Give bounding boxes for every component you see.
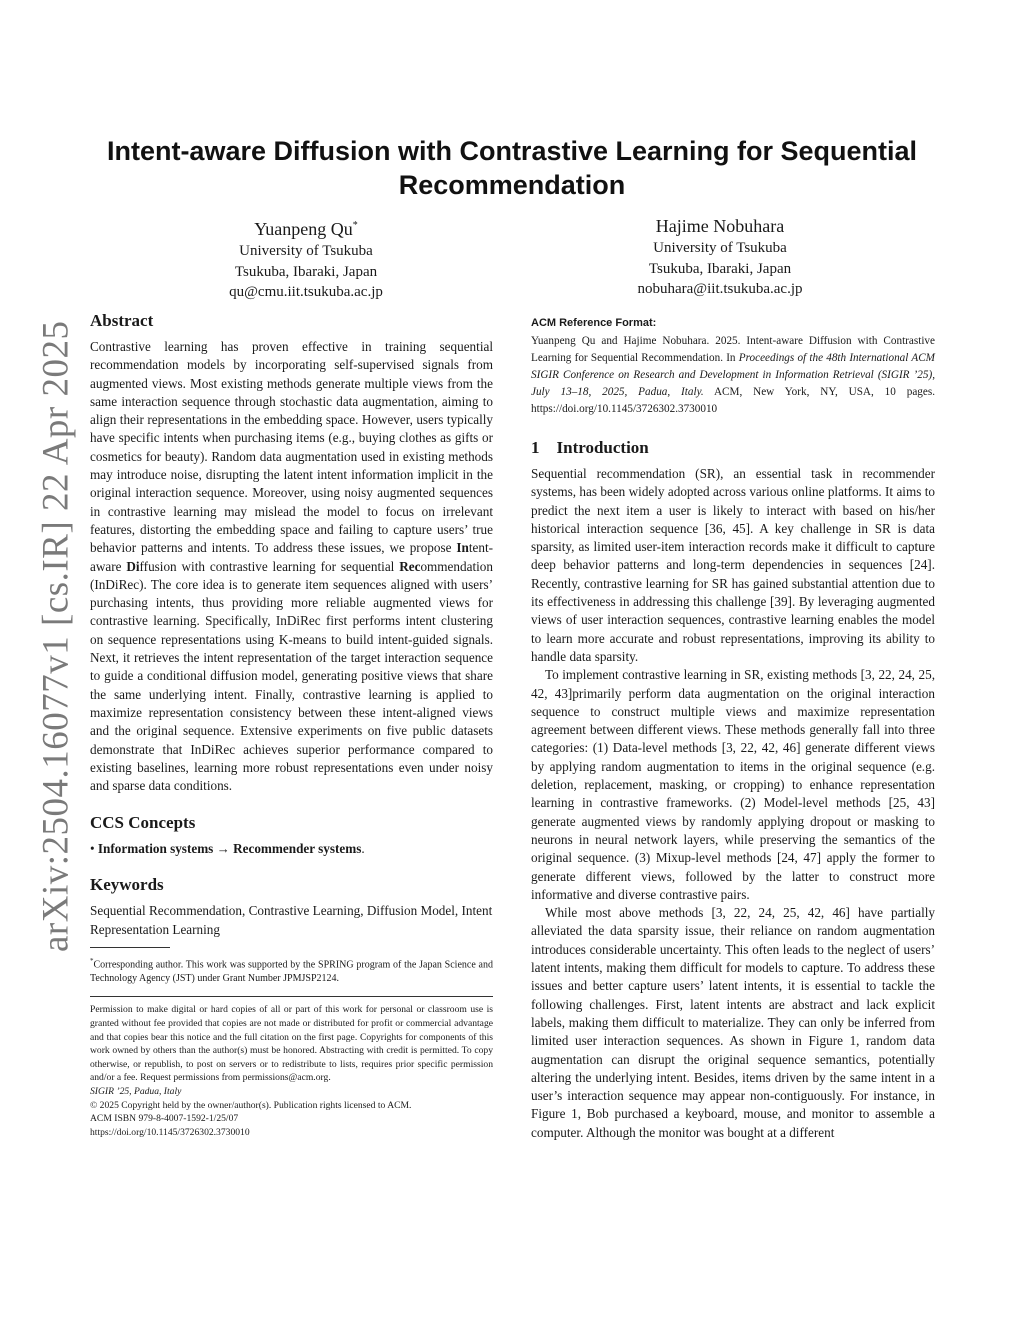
author-affiliation: University of Tsukuba	[239, 243, 373, 259]
acm-ref-heading: ACM Reference Format:	[531, 317, 657, 329]
arxiv-identifier: arXiv:2504.16077v1 [cs.IR] 22 Apr 2025	[35, 320, 77, 952]
ccs-concepts	[90, 840, 493, 858]
author-block	[141, 214, 471, 303]
intro-heading: 1 Introduction	[531, 438, 649, 457]
ccs-bullet: •	[90, 841, 95, 857]
paper-title: Intent-aware Diffusion with Contrastive Learning for Sequential Recommendation	[106, 136, 918, 200]
author-email: qu@cmu.iit.tsukuba.ac.jp	[229, 284, 383, 300]
intro-paragraph-1: Sequential recommendation (SR), an essential task in recommender systems, has been widely adopted across various online platforms. It aims to predict the next item a user is likely to interact with based on his/her historical interaction sequence [36, 45]. A key challenge in SR is data sparsity, as limited user-item interaction records make it difficult to capture deep behavior patterns and long-term dependencies in sequences [24]. Recently, contrastive learning for SR has gained substantial attention due to its effectiveness in addressing this challenge [39]. By leveraging augmented views of user interaction sequences, contrastive learning enables the model to learn more accurate and robust representations, improving its ability to handle data sparsity.	[531, 466, 935, 664]
author-email: nobuhara@iit.tsukuba.ac.jp	[637, 281, 803, 297]
copyright: © 2025 Copyright held by the owner/author(s). Publication rights licensed to ACM.	[90, 1099, 412, 1111]
abstract-part-1: Contrastive learning has proven effective in training sequential recommendation models by incorporating self-supervised signals from augmented views. Most existing methods generate multiple views from the same interaction sequence through stochastic data augmentation, aiming to align their representations in the embedding space. However, users typically have specific intents when purchasing items (e.g., buying clothes as gifts or cosmetics for beauty). Random data augmentation used in existing methods may introduce noise, disrupting the latent intent information implicit in the original interaction sequence. Moreover, using noisy augmented sequences in contrastive learning may mislead the model to focus on irrelevant features, distorting the embedding space and failing to capture users’ true behavior patterns and intents. To address these issues, we propose	[90, 339, 493, 556]
abstract-part-2: The core idea is to generate item sequences aligned with users’ purchasing intents, thus providing more reliable augmented views for contrastive learning. Specifically, InDiRec first performs intent clustering on sequence representations using K-means to build intent-guided signals. Next, it retrieves the intent representation of the target interaction sequence to guide a conditional diffusion model, generating positive views that share the same underlying intent. Finally, contrastive learning is applied to maximize representation consistency between these intent-aligned views and the original sequence. Extensive experiments on five public datasets demonstrate that InDiRec achieves superior performance compared to existing baselines, learning more robust representations even under noisy and sparse data conditions.	[90, 576, 493, 794]
acm-ref-proceedings: Proceedings of the 48th International ACM SIGIR Conference on Research and Development in Information Retrieval (SIGIR ’25), July 13–18, 2025, Padua, Italy.	[531, 352, 935, 398]
intro-paragraph-3: While most above methods [3, 22, 24, 25, 42, 46] have partially alleviated the data sparsity issue, their reliance on random augmentation introduces considerable uncertainty. This often leads to the neglect of users’ latent intents, making them difficult for models to capture. To address these issues and better capture users’ latent intents, it is essential to tackle the following challenges. First, latent intents are abstract and lack explicit labels, making them difficult to materialize. They can only be inferred from limited user interaction sequences. As shown in Figure 1, random data augmentation can disrupt the original sequence semantics, potentially altering the underlying intent. Besides, items driven by the same intent in a user’s interaction sequence may appear non-contiguously. For instance, in Figure 1, Bob purchased a keyboard, mouse, and monitor to assemble a computer. Although the monitor was bought at a different	[531, 905, 935, 1140]
permission-text: Permission to make digital or hard copies of all or part of this work for personal or classroom use is granted without fee provided that copies are not made or distributed for profit or commercial advantage and that copies bear this notice and the full citation on the first page. Copyrights for components of this work owned by others than the author(s) must be honored. Abstracting with credit is permitted. To copy otherwise, or republish, to post on servers or to redistribute to lists, requires prior specific permission and/or a fee. Request permissions from permissions@acm.org.	[90, 1004, 493, 1084]
venue: SIGIR ’25, Padua, Italy	[90, 1085, 182, 1097]
name-text-2: ffusion with contrastive learning for sequential	[139, 558, 400, 574]
intro-paragraph-2: To implement contrastive learning in SR, existing methods [3, 22, 24, 25, 42, 43]primarily perform data augmentation on the original interaction sequence to construct multiple views and maximize representation agreement between different views. These methods generally fall into three categories: (1) Data-level methods [3, 22, 42, 46] generate different views by applying random augmentation to items in the original sequence (e.g. deletion, replacement, masking, or cropping) to enhance representation learning in contrastive frameworks. (2) Model-level methods [25, 43] generate augmented views by randomly applying dropout or masking to neurons in neural network layers, while preserving the semantics of the original sequence. (3) Mixup-level methods [24, 47] apply the former to generate different views, followed by the latter to construct more informative and diverse contrastive pairs.	[531, 667, 935, 902]
author-name	[141, 214, 471, 241]
author-location: Tsukuba, Ibaraki, Japan	[234, 263, 378, 280]
acm-ref-part-2: ACM, New York, NY, USA, 10 pages. https://doi.org/10.1145/3726302.3730010	[531, 386, 935, 415]
name-bold-2: Di	[126, 558, 140, 574]
abstract-text	[90, 338, 493, 795]
footnote	[90, 954, 493, 986]
acm-ref-part-1: Yuanpeng Qu and Hajime Nobuhara. 2025. Intent-aware Diffusion with Contrastive Learning for Sequential Recommendation. In	[531, 335, 935, 364]
name-text-3: ommendation (InDiRec).	[90, 558, 493, 592]
name-text-1: tent-aware	[90, 540, 493, 574]
keywords-text: Sequential Recommendation, Contrastive Learning, Diffusion Model, Intent Representation Learning	[90, 903, 493, 937]
doi: https://doi.org/10.1145/3726302.3730010	[90, 1126, 250, 1138]
abstract-heading: Abstract	[90, 311, 154, 330]
footnote-text: Corresponding author. This work was supported by the SPRING program of the Japan Science and Technology Agency (JST) under Grant Number JPMJSP2124.	[90, 959, 493, 985]
footnote-mark: *	[90, 957, 94, 966]
author-block	[555, 214, 885, 300]
name-bold-1: In	[456, 540, 469, 556]
ccs-end: .	[361, 841, 365, 857]
author-name-text: Yuanpeng Qu	[254, 219, 353, 239]
isbn: ACM ISBN 979-8-4007-1592-1/25/07	[90, 1113, 239, 1125]
name-bold-3: Rec	[399, 558, 421, 574]
keywords-heading: Keywords	[90, 875, 164, 895]
acm-ref-text	[531, 333, 935, 418]
footnote-rule	[90, 947, 170, 948]
right-column	[531, 316, 935, 1142]
intro-text	[531, 465, 935, 1142]
left-column	[90, 310, 493, 1139]
author-name: Hajime Nobuhara	[655, 216, 785, 236]
author-location: Tsukuba, Ibaraki, Japan	[648, 260, 792, 277]
author-mark: *	[352, 220, 358, 231]
permission-rule	[90, 996, 493, 997]
ccs-heading: CCS Concepts	[90, 813, 196, 833]
ccs-concept-a: Information systems	[97, 841, 214, 857]
ccs-concept-b: Recommender systems	[233, 841, 362, 857]
ccs-arrow: →	[216, 841, 230, 857]
author-affiliation: University of Tsukuba	[653, 240, 787, 256]
